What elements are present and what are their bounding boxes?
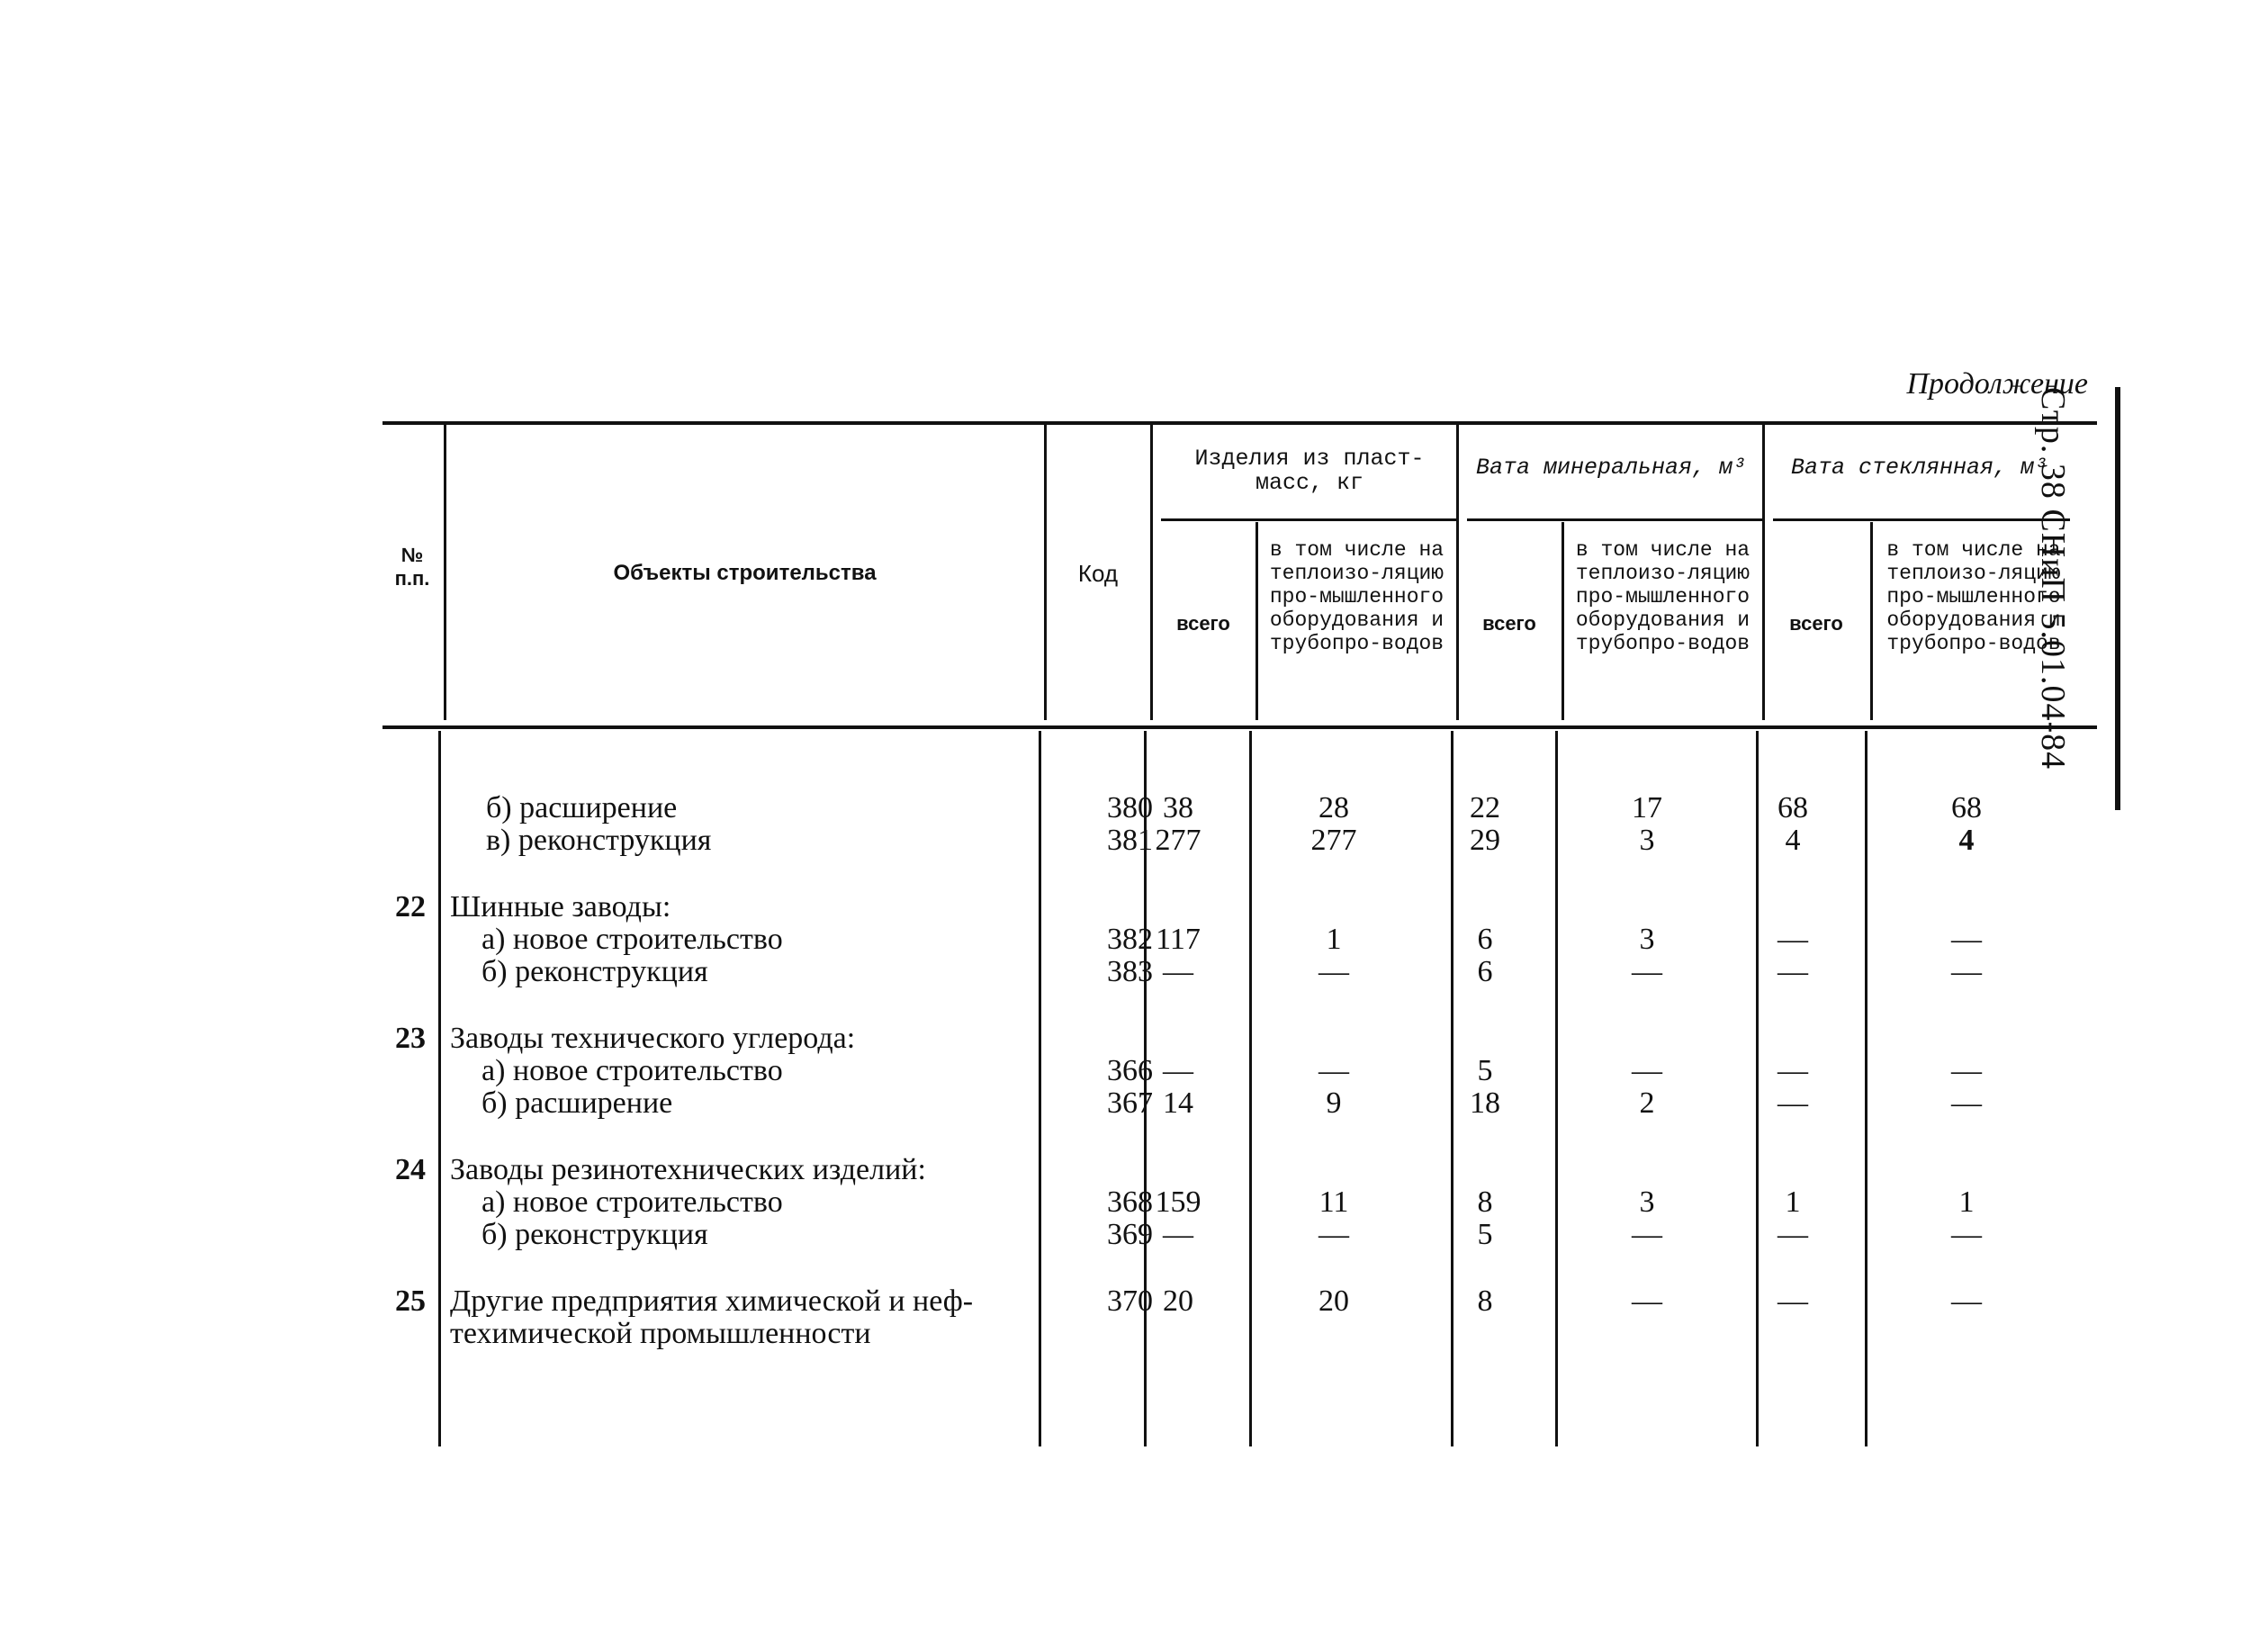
- mineral-incl: —: [1632, 1054, 1662, 1087]
- table-row: [382, 956, 2074, 988]
- row-code: 370: [1107, 1284, 1153, 1318]
- row-name: б) расширение: [482, 1086, 673, 1120]
- row-name: а) новое строительство: [482, 923, 783, 956]
- row-code: 380: [1107, 791, 1153, 825]
- header-mineral-total: всего: [1482, 612, 1536, 635]
- glass-subheader-rule: [1773, 518, 2070, 521]
- col-divider: [1044, 423, 1047, 720]
- glass-total: 4: [1785, 824, 1801, 857]
- row-name: в) реконструкция: [486, 824, 712, 857]
- row-name: Шинные заводы:: [450, 890, 671, 924]
- glass-total: 1: [1785, 1185, 1801, 1219]
- plastic-incl: —: [1318, 1054, 1349, 1087]
- plastic-incl: 28: [1318, 791, 1349, 825]
- row-name: а) новое строительство: [482, 1185, 783, 1219]
- row-name: Заводы технического углерода:: [450, 1022, 856, 1055]
- col-divider: [1870, 522, 1873, 720]
- row-name: б) расширение: [486, 791, 678, 825]
- mineral-incl: 3: [1639, 1185, 1655, 1219]
- header-mineral-incl: в том числе на теплоизо-ляцию про-мышленного оборудования и трубопро-водов: [1575, 538, 1750, 655]
- mineral-incl: 3: [1639, 923, 1655, 956]
- mineral-incl: —: [1632, 955, 1662, 988]
- header-plastic-incl: в том числе на теплоизо-ляцию про-мышленного оборудования и трубопро-водов: [1269, 538, 1444, 655]
- plastic-incl: 277: [1310, 824, 1357, 857]
- table-top-rule: [382, 421, 2097, 425]
- glass-incl: 4: [1958, 824, 1975, 857]
- mineral-total: 8: [1477, 1284, 1493, 1318]
- mineral-total: 22: [1470, 791, 1500, 825]
- row-name: б) реконструкция: [482, 955, 708, 988]
- mineral-total: 18: [1470, 1086, 1500, 1120]
- glass-incl: —: [1951, 1086, 1982, 1120]
- table-row: [382, 1219, 2074, 1251]
- mineral-total: 6: [1477, 923, 1493, 956]
- row-name: техимической промышленности: [450, 1317, 871, 1350]
- plastic-incl: —: [1318, 955, 1349, 988]
- plastic-incl: 9: [1326, 1086, 1342, 1120]
- row-name: Другие предприятия химической и неф-: [450, 1284, 974, 1318]
- plastic-total: 117: [1156, 923, 1201, 956]
- glass-incl: —: [1951, 1284, 1982, 1318]
- plastic-total: —: [1163, 1054, 1193, 1087]
- plastic-incl: 20: [1318, 1284, 1349, 1318]
- mineral-total: 29: [1470, 824, 1500, 857]
- table-row: [382, 1186, 2074, 1219]
- row-code: 366: [1107, 1054, 1153, 1087]
- row-code: 381: [1107, 824, 1153, 857]
- glass-total: —: [1778, 955, 1808, 988]
- header-bottom-rule: [382, 725, 2097, 729]
- mineral-subheader-rule: [1467, 518, 1764, 521]
- header-mineral-wool: Вата минеральная, м³: [1475, 455, 1747, 481]
- table-row: [382, 1055, 2074, 1087]
- plastic-total: 20: [1163, 1284, 1193, 1318]
- row-code: 368: [1107, 1185, 1153, 1219]
- glass-incl: 68: [1951, 791, 1982, 825]
- col-divider: [1256, 522, 1258, 720]
- plastic-incl: —: [1318, 1218, 1349, 1251]
- col-divider: [1150, 423, 1153, 720]
- row-number: 23: [395, 1022, 426, 1055]
- header-num: № п.п.: [394, 544, 430, 590]
- row-code: 383: [1107, 955, 1153, 988]
- continuation-label: Продолжение: [1906, 367, 2088, 401]
- row-code: 369: [1107, 1218, 1153, 1251]
- row-number: 22: [395, 890, 426, 924]
- mineral-incl: —: [1632, 1218, 1662, 1251]
- running-head-rule: [2115, 387, 2120, 810]
- mineral-total: 5: [1477, 1054, 1493, 1087]
- plastic-subheader-rule: [1161, 518, 1458, 521]
- plastic-total: —: [1163, 955, 1193, 988]
- header-glass-incl: в том числе на теплоизо-ляцию про-мышленного оборудования и трубопро-водов: [1886, 538, 2061, 655]
- header-code: Код: [1077, 560, 1119, 587]
- glass-total: —: [1778, 1284, 1808, 1318]
- row-number: 24: [395, 1153, 426, 1186]
- glass-incl: —: [1951, 923, 1982, 956]
- glass-total: —: [1778, 1218, 1808, 1251]
- header-glass-total: всего: [1789, 612, 1843, 635]
- row-name: б) реконструкция: [482, 1218, 708, 1251]
- glass-total: —: [1778, 1086, 1808, 1120]
- plastic-total: 277: [1155, 824, 1202, 857]
- table-row: [382, 891, 2074, 924]
- row-name: а) новое строительство: [482, 1054, 783, 1087]
- col-divider: [1762, 423, 1765, 720]
- plastic-total: —: [1163, 1218, 1193, 1251]
- mineral-total: 6: [1477, 955, 1493, 988]
- mineral-incl: 17: [1632, 791, 1662, 825]
- plastic-total: 38: [1163, 791, 1193, 825]
- header-objects: Объекты строительства: [613, 561, 877, 585]
- row-code: 367: [1107, 1086, 1153, 1120]
- table-row: [382, 924, 2074, 956]
- header-glass-wool: Вата стеклянная, м³: [1790, 455, 2048, 481]
- col-divider: [1562, 522, 1564, 720]
- mineral-incl: 3: [1639, 824, 1655, 857]
- table-row: [382, 1285, 2074, 1318]
- table-row: [382, 1087, 2074, 1120]
- plastic-incl: 11: [1318, 1185, 1349, 1219]
- mineral-total: 8: [1477, 1185, 1493, 1219]
- mineral-incl: 2: [1639, 1086, 1655, 1120]
- plastic-incl: 1: [1326, 923, 1342, 956]
- table-row: [382, 825, 2074, 857]
- mineral-incl: —: [1632, 1284, 1662, 1318]
- mineral-total: 5: [1477, 1218, 1493, 1251]
- header-plastic-total: всего: [1176, 612, 1230, 635]
- table-row: [382, 1154, 2074, 1186]
- row-name: Заводы резинотехнических изделий:: [450, 1153, 926, 1186]
- row-number: 25: [395, 1284, 426, 1318]
- col-divider: [444, 423, 446, 720]
- plastic-total: 14: [1163, 1086, 1193, 1120]
- glass-total: 68: [1778, 791, 1808, 825]
- glass-incl: —: [1951, 1218, 1982, 1251]
- row-code: 382: [1107, 923, 1153, 956]
- glass-incl: —: [1951, 955, 1982, 988]
- col-divider: [1456, 423, 1459, 720]
- table-row: [382, 1318, 2074, 1350]
- glass-incl: 1: [1958, 1185, 1975, 1219]
- table-row: [382, 1023, 2074, 1055]
- plastic-total: 159: [1155, 1185, 1202, 1219]
- header-plastic: Изделия из пласт-масс, кг: [1194, 446, 1425, 496]
- table-row: [382, 792, 2074, 825]
- page-running-head: Стр. 38 СНиП 5.01.04-84: [2034, 387, 2072, 770]
- glass-total: —: [1778, 1054, 1808, 1087]
- glass-incl: —: [1951, 1054, 1982, 1087]
- glass-total: —: [1778, 923, 1808, 956]
